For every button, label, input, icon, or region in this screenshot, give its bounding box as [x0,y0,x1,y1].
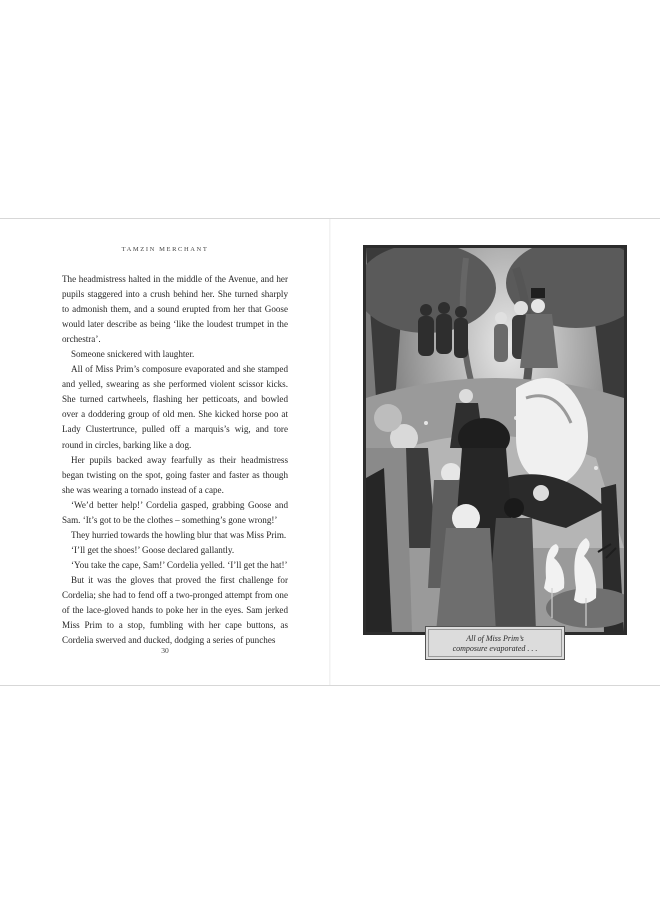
caption-box [425,626,565,660]
body-text [62,272,288,648]
right-page [330,219,660,685]
paragraph: They hurried towards the howling blur that was Miss Prim. [71,529,287,540]
paragraph: ‘I’ll get the shoes!’ Goose declared gallantly. [71,544,235,555]
caption-line: All of Miss Prim’s [466,634,524,643]
paragraph: Her pupils backed away fearfully as their headmistress began twisting on the spot, going faster and faster as though she was wearing a tornado instead of a cape. [62,454,288,495]
paragraph: ‘We’d better help!’ Cordelia gasped, grabbing Goose and Sam. ‘It’s got to be the clothes – something’s gone wrong!’ [62,499,288,525]
paragraph: But it was the gloves that proved the first challenge for Cordelia; she had to fend off a two-pronged attempt from one of the lace-gloved hands to poke her in the eyes. Sam jerked Miss Prim to a stop, fumbling with her cape buttons, as Cordelia swerved and ducked, dodging a series of punches [62,574,288,646]
paragraph: All of Miss Prim’s composure evaporated and she stamped and yelled, swearing as she performed violent scissor kicks. She turned cartwheels, flashing her petticoats, and bowled over a doddering group of old men. She kicked horse poo at Lady Clustertrunce, pulled off a marquis’s wig, and tore round in circles, barking like a dog. [62,364,288,450]
paragraph: Someone snickered with laughter. [71,349,195,360]
paragraph: The headmistress halted in the middle of the Avenue, and her pupils staggered into a crush behind her. She turned sharply to admonish them, and a sound erupted from her that Goose would later describe as being ‘like the loudest trumpet in the orchestra’. [62,274,288,345]
book-spread [0,218,660,686]
running-head: TAMZIN MERCHANT [121,246,209,253]
illustration-caption [426,634,564,654]
left-page [0,219,330,685]
illustration-frame [363,245,627,635]
page-number: 30 [161,646,169,655]
caption-line: composure evaporated . . . [452,644,538,653]
park-scene-illustration [366,248,624,632]
paragraph: ‘You take the cape, Sam!’ Cordelia yelled. ‘I’ll get the hat!’ [71,559,288,570]
